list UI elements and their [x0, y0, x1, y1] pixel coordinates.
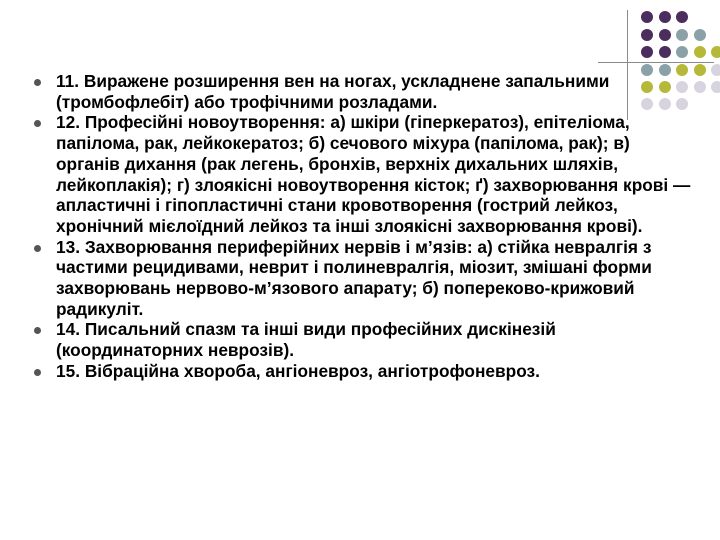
list-item	[32, 71, 692, 112]
decorative-dot	[694, 29, 706, 41]
decorative-dot	[711, 81, 720, 93]
decorative-dot	[711, 64, 720, 76]
decorative-dot	[711, 46, 720, 58]
bullet-icon	[34, 327, 41, 334]
decorative-dot	[694, 64, 706, 76]
bullet-icon	[34, 245, 41, 252]
bullet-icon	[34, 120, 41, 127]
decorative-dot	[659, 11, 671, 23]
list-item	[32, 319, 692, 360]
bullet-icon	[34, 79, 41, 86]
decorative-dot	[676, 11, 688, 23]
decorative-horizontal-line	[598, 62, 714, 63]
decorative-dot	[694, 46, 706, 58]
bullet-icon	[34, 369, 41, 376]
decorative-dot	[676, 29, 688, 41]
decorative-dot	[694, 81, 706, 93]
decorative-dot	[641, 11, 653, 23]
decorative-dot	[659, 46, 671, 58]
decorative-dot	[641, 29, 653, 41]
decorative-dot	[676, 46, 688, 58]
list-item	[32, 237, 692, 320]
list-item-text: 14. Писальний спазм та інші види професійних дискінезій (координаторних неврозів).	[56, 319, 556, 361]
bullet-list	[32, 71, 692, 382]
list-item-text: 12. Професійні новоутворення: а) шкіри (гіперкератоз), епітеліома, папілома, рак, лейкокератоз; б) сечового міхура (папілома, рак); в) органів дихання (рак легень, бронхів, верхніх дихальних шляхів, лейкоплакія); г) злоякісні новоутворення кісток; ґ) захворювання крові — апластичні і гіпопластичні стани кровотворення (гострий лейкоз, хронічний мієлоїдний лейкоз та інші злоякісні захворювання крові).	[56, 112, 691, 236]
list-item	[32, 112, 692, 236]
list-item	[32, 361, 692, 382]
decorative-dot	[659, 29, 671, 41]
list-item-text: 11. Виражене розширення вен на ногах, ускладнене запальними (тромбофлебіт) або трофічними розладами.	[56, 71, 610, 112]
decorative-dot	[641, 46, 653, 58]
list-item-text: 13. Захворювання периферійних нервів і м’язів: а) стійка невралгія з частими рецидивами, неврит і полиневралгія, міозит, змішані форми захворювань нервово-м’язового апарату; б) попереково-крижовий радикуліт.	[56, 236, 652, 319]
list-item-text: 15. Вібраційна хвороба, ангіоневроз, ангіотрофоневроз.	[56, 360, 540, 381]
